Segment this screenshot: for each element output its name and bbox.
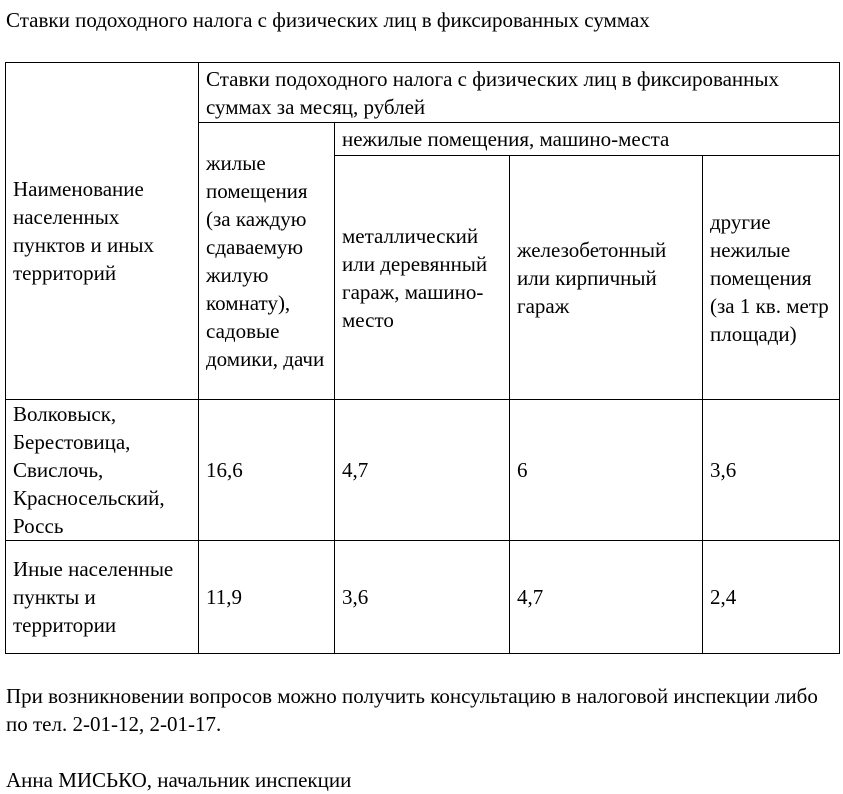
cell-other-rate: 3,6 (703, 400, 840, 541)
header-residential: жилые помещения (за каждую сдаваемую жилую комнату), садовые домики, дачи (199, 123, 335, 400)
header-nonresidential: нежилые помещения, машино-места (335, 123, 840, 156)
header-other-nonresidential: другие нежилые помещения (за 1 кв. метр площади) (703, 156, 840, 400)
cell-residential-rate: 11,9 (199, 541, 335, 654)
cell-residential-rate: 16,6 (199, 400, 335, 541)
cell-settlement-name: Волковыск, Берестовица, Свислочь, Красносельский, Россь (6, 400, 199, 541)
cell-metal-garage-rate: 3,6 (335, 541, 510, 654)
header-rate-group: Ставки подоходного налога с физических лиц в фиксированных суммах за месяц, рублей (199, 63, 840, 123)
tax-rates-table (5, 62, 840, 654)
cell-metal-garage-rate: 4,7 (335, 400, 510, 541)
signature-line: Анна МИСЬКО, начальник инспекции (6, 768, 352, 792)
table-header-row (6, 63, 840, 123)
cell-concrete-garage-rate: 4,7 (510, 541, 703, 654)
document-title: Ставки подоходного налога с физических лиц в фиксированных суммах (6, 8, 650, 32)
table-row (6, 400, 840, 541)
table-row (6, 541, 840, 654)
header-settlement-name: Наименование населенных пунктов и иных территорий (6, 63, 199, 400)
cell-other-rate: 2,4 (703, 541, 840, 654)
contact-note: При возникновении вопросов можно получить консультацию в налоговой инспекции либо по тел. 2-01-12, 2-01-17. (6, 684, 818, 736)
header-metal-garage: металлический или деревянный гараж, машино-место (335, 156, 510, 400)
cell-settlement-name: Иные населенные пункты и территории (6, 541, 199, 654)
header-concrete-garage: железобетонный или кирпичный гараж (510, 156, 703, 400)
cell-concrete-garage-rate: 6 (510, 400, 703, 541)
